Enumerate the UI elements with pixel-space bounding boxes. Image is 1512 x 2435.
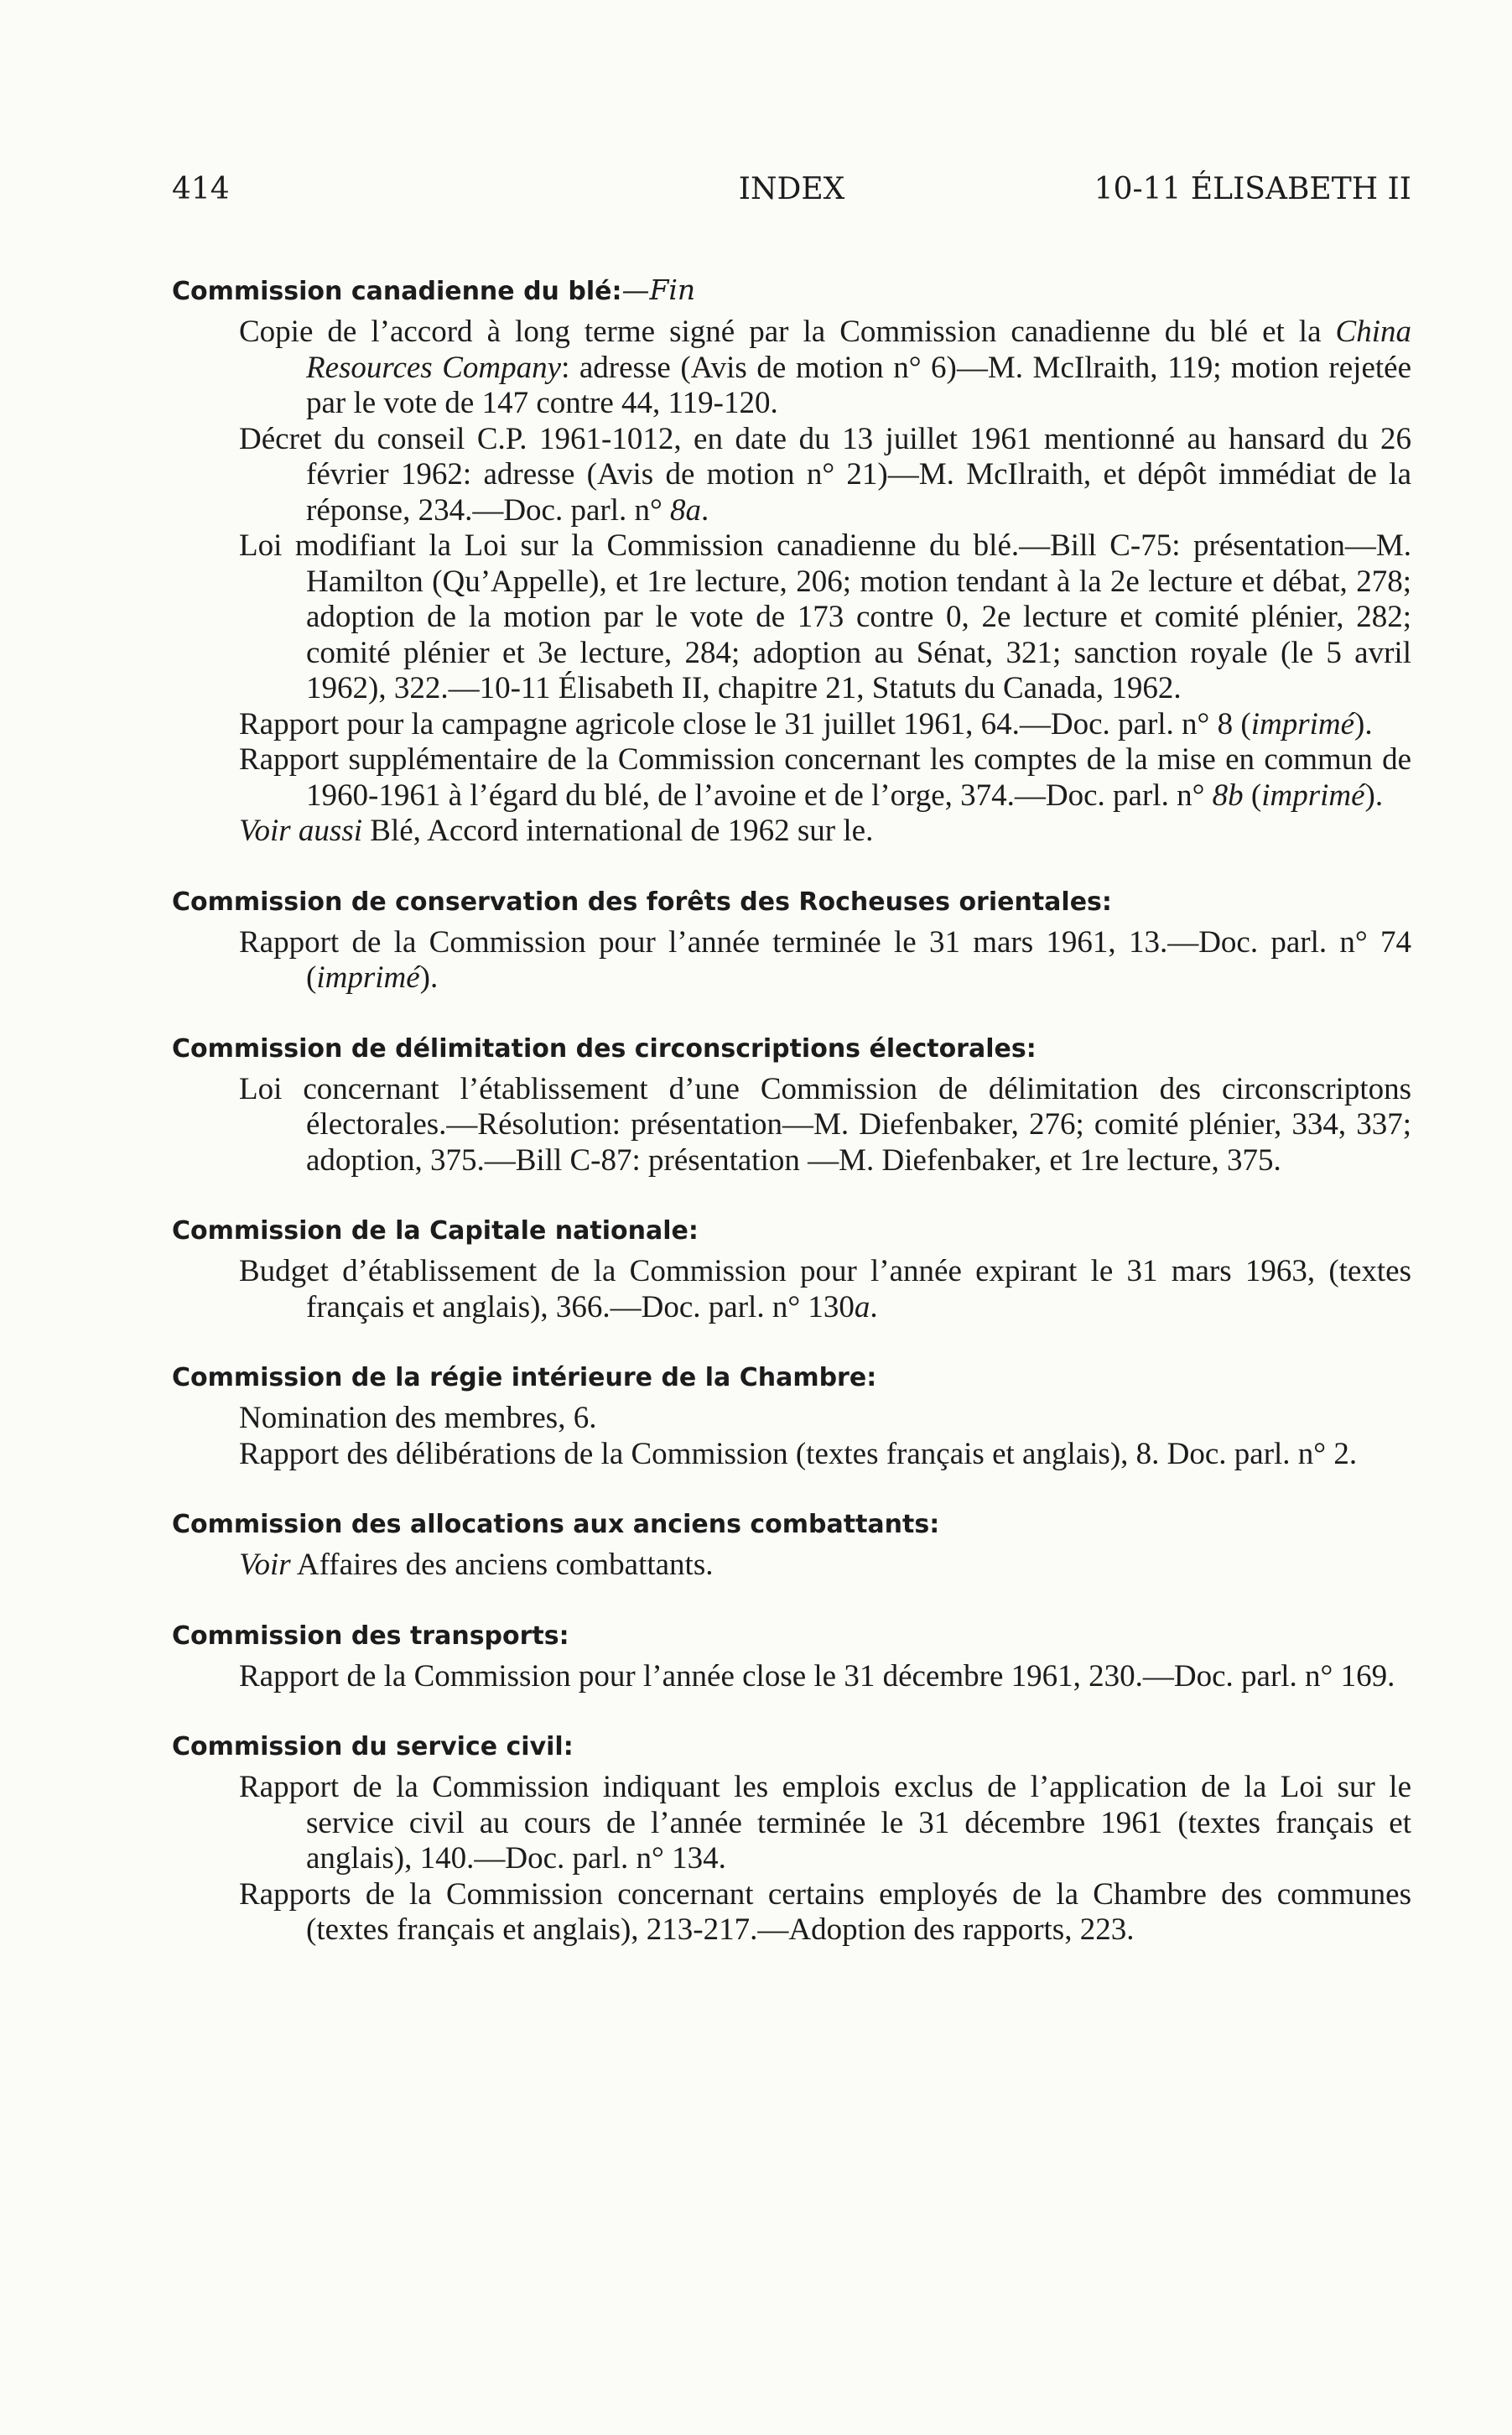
index-content <box>172 273 1411 1984</box>
entry-italic-text: Voir <box>239 1548 291 1582</box>
section-heading-text: Commission des allocations aux anciens combattants: <box>172 1510 940 1539</box>
index-section <box>172 273 1411 850</box>
index-entry <box>239 1770 1411 1877</box>
entry-italic-text: 8b <box>1212 778 1244 813</box>
index-entry <box>239 1548 1411 1584</box>
section-heading-text: Commission du service civil: <box>172 1732 574 1761</box>
index-entry <box>239 1877 1411 1949</box>
entry-text: Rapport de la Commission indiquant les emplois exclus de l’application de la Loi sur le service civil au cours de l’année terminée le 31 décembre 1961 (textes français et anglais), 140.—Doc. parl. n° 134. <box>239 1770 1411 1876</box>
section-heading <box>172 1507 1411 1543</box>
section-heading <box>172 1214 1411 1249</box>
entry-text: ). <box>1354 706 1373 741</box>
entry-text: Affaires des anciens combattants. <box>290 1548 714 1582</box>
entry-italic-text: imprimé <box>1250 706 1355 741</box>
entry-text: Rapport de la Commission pour l’année terminée le 31 mars 1961, 13.—Doc. parl. n° 74 ( <box>239 924 1411 995</box>
section-heading <box>172 1619 1411 1654</box>
entry-text: Blé, Accord international de 1962 sur le. <box>362 814 874 848</box>
index-entry <box>239 814 1411 850</box>
header-volume: 10-11 ÉLISABETH II <box>1094 172 1411 206</box>
entry-italic-text: imprimé <box>1261 778 1365 813</box>
index-entry <box>239 315 1411 422</box>
entry-text: ). <box>419 960 439 995</box>
section-heading <box>172 885 1411 920</box>
index-section <box>172 1730 1411 1949</box>
entry-text: ). <box>1364 778 1384 813</box>
section-heading-text: Commission canadienne du blé: <box>172 277 622 306</box>
entry-italic-text: 8a <box>670 492 702 528</box>
page-number: 414 <box>172 172 230 206</box>
entry-text: Décret du conseil C.P. 1961-1012, en date du 13 juillet 1961 mentionné au hansard du 26 février 1962: adresse (Avis de motion n° 21)—M. McIlraith, et dépôt immédiat de la réponse, 234.—Doc. parl. n° <box>239 421 1411 528</box>
section-heading-text: Commission de la Capitale nationale: <box>172 1216 699 1246</box>
entry-text: Rapport pour la campagne agricole close le 31 juillet 1961, 64.—Doc. parl. n° 8 ( <box>239 706 1251 741</box>
entry-italic-text: imprimé <box>316 960 420 995</box>
index-entry <box>239 1437 1411 1473</box>
section-heading <box>172 1730 1411 1765</box>
page-header <box>172 172 1411 222</box>
entry-italic-text: China Resources Company <box>306 315 1411 385</box>
index-section <box>172 1214 1411 1325</box>
section-heading-text: Commission de délimitation des circonscriptions électorales: <box>172 1033 1037 1064</box>
entry-text: . <box>701 492 709 528</box>
index-entry <box>239 707 1411 743</box>
index-entry <box>239 1659 1411 1695</box>
entry-text: Budget d’établissement de la Commission pour l’année expirant le 31 mars 1963, (textes français et anglais), 366.—Doc. parl. n° 130 <box>239 1254 1411 1324</box>
entry-text: Loi concernant l’établissement d’une Commission de délimitation des circonscriptons électorales.—Résolution: présentation—M. Diefenbaker, 276; comité plénier, 334, 337; adoption, 375.—Bill C-87: présentation —M. Diefenbaker, et 1re lecture, 375. <box>239 1071 1411 1178</box>
section-continuation: —Fin <box>621 273 696 306</box>
index-section <box>172 885 1411 996</box>
entry-text: Rapport de la Commission pour l’année close le 31 décembre 1961, 230.—Doc. parl. n° 169. <box>239 1658 1395 1694</box>
entry-italic-text: Voir aussi <box>239 814 363 848</box>
section-heading-text: Commission des transports: <box>172 1621 569 1651</box>
index-section <box>172 1619 1411 1695</box>
section-heading-text: Commission de conservation des forêts des Rocheuses orientales: <box>172 887 1112 917</box>
index-section <box>172 1507 1411 1584</box>
entry-text: Rapports de la Commission concernant certains employés de la Chambre des communes (textes français et anglais), 213-217.—Adoption des rapports, 223. <box>239 1876 1411 1947</box>
header-title: INDEX <box>738 172 845 206</box>
index-entry <box>239 1254 1411 1325</box>
entry-text: Copie de l’accord à long terme signé par la Commission canadienne du blé et la <box>239 315 1336 349</box>
index-entry <box>239 528 1411 707</box>
index-entry <box>239 422 1411 529</box>
section-heading <box>172 1032 1411 1067</box>
section-heading <box>172 1361 1411 1396</box>
section-heading <box>172 273 1411 310</box>
entry-italic-text: a <box>854 1289 870 1324</box>
entry-text: Rapport des délibérations de la Commission (textes français et anglais), 8. Doc. parl. n° 2. <box>239 1436 1358 1471</box>
index-section <box>172 1032 1411 1179</box>
index-section <box>172 1361 1411 1472</box>
section-heading-text: Commission de la régie intérieure de la Chambre: <box>172 1363 877 1392</box>
entry-text: : adresse (Avis de motion n° 6)—M. McIlraith, 119; motion rejetée par le vote de 147 contre 44, 119-120. <box>306 350 1411 420</box>
entry-text: . <box>870 1289 878 1324</box>
index-entry <box>239 925 1411 996</box>
entry-text: Rapport supplémentaire de la Commission concernant les comptes de la mise en commun de 1960-1961 à l’égard du blé, de l’avoine et de l’orge, 374.—Doc. parl. n° <box>239 742 1411 813</box>
entry-text: Nomination des membres, 6. <box>239 1401 597 1435</box>
index-entry <box>239 1401 1411 1437</box>
entry-text: Loi modifiant la Loi sur la Commission canadienne du blé.—Bill C-75: présentation—M. Hamilton (Qu’Appelle), et 1re lecture, 206; motion tendant à la 2e lecture et débat, 278; adoption de la motion par le vote de 173 contre 0, 2e lecture et comité plénier, 282; comité plénier et 3e lecture, 284; adoption au Sénat, 321; sanction royale (le 5 avril 1962), 322.—10-11 Élisabeth II, chapitre 21, Statuts du Canada, 1962. <box>239 528 1411 705</box>
index-entry <box>239 1072 1411 1179</box>
entry-text: ( <box>1243 778 1262 813</box>
index-entry <box>239 742 1411 814</box>
